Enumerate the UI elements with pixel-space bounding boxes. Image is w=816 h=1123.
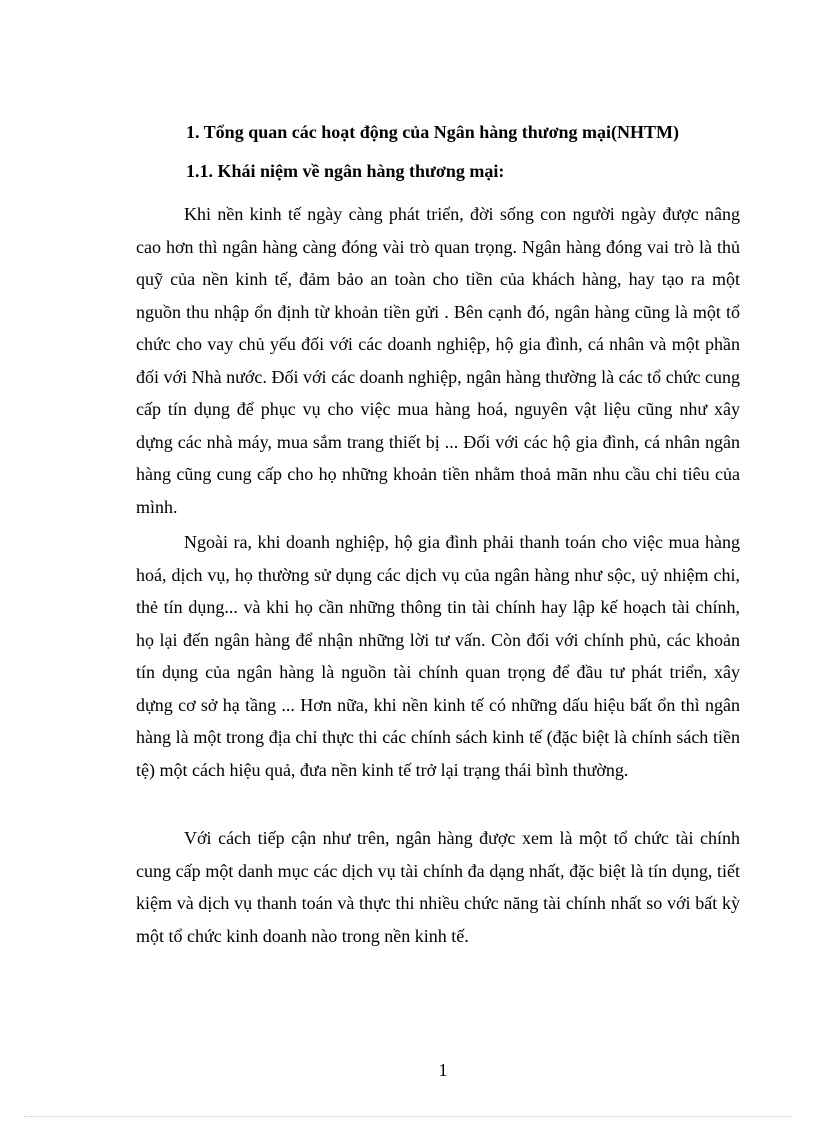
paragraph-1: Khi nền kinh tế ngày càng phát triển, đời sống con người ngày được nâng cao hơn thì ngân hàng càng đóng vài trò quan trọng. Ngân hàng đóng vai trò là thủ quỹ của nền kinh tế, đảm bảo an toàn cho tiền của khách hàng, hay tạo ra một nguồn thu nhập ổn định từ khoản tiền gửi . Bên cạnh đó, ngân hàng cũng là một tổ chức cho vay chủ yếu đối với các doanh nghiệp, hộ gia đình, cá nhân và một phần đối với Nhà nước. Đối với các doanh nghiệp, ngân hàng thường là các tổ chức cung cấp tín dụng để phục vụ cho việc mua hàng hoá, nguyên vật liệu cũng như xây dựng các nhà máy, mua sắm trang thiết bị ... Đối với các hộ gia đình, cá nhân ngân hàng cũng cung cấp cho họ những khoản tiền nhằm thoả mãn nhu cầu chi tiêu của mình. xyxy=(136,204,740,517)
paragraph-3: Với cách tiếp cận như trên, ngân hàng được xem là một tổ chức tài chính cung cấp một danh mục các dịch vụ tài chính đa dạng nhất, đặc biệt là tín dụng, tiết kiệm và dịch vụ thanh toán và thực thi nhiều chức năng tài chính nhất so với bất kỳ một tổ chức kinh doanh nào trong nền kinh tế. xyxy=(136,828,740,946)
paragraph-2: Ngoài ra, khi doanh nghiệp, hộ gia đình phải thanh toán cho việc mua hàng hoá, dịch vụ, họ thường sử dụng các dịch vụ của ngân hàng như sộc, uỷ nhiệm chi, thẻ tín dụng... và khi họ cần những thông tin tài chính hay lập kế hoạch tài chính, họ lại đến ngân hàng để nhận những lời tư vấn. Còn đối với chính phủ, các khoản tín dụng của ngân hàng là nguồn tài chính quan trọng để đầu tư phát triển, xây dựng cơ sở hạ tầng ... Hơn nữa, khi nền kinh tế có những dấu hiệu bất ổn thì ngân hàng là một trong địa chỉ thực thi các chính sách kinh tế (đặc biệt là chính sách tiền tệ) một cách hiệu quả, đưa nền kinh tế trở lại trạng thái bình thường. xyxy=(136,532,740,780)
page-number: 1 xyxy=(438,1060,448,1080)
page-divider xyxy=(24,1116,792,1117)
subsection-heading: 1.1. Khái niệm về ngân hàng thương mại: xyxy=(186,161,505,181)
section-heading: 1. Tổng quan các hoạt động của Ngân hàng thương mại(NHTM) xyxy=(186,122,680,142)
